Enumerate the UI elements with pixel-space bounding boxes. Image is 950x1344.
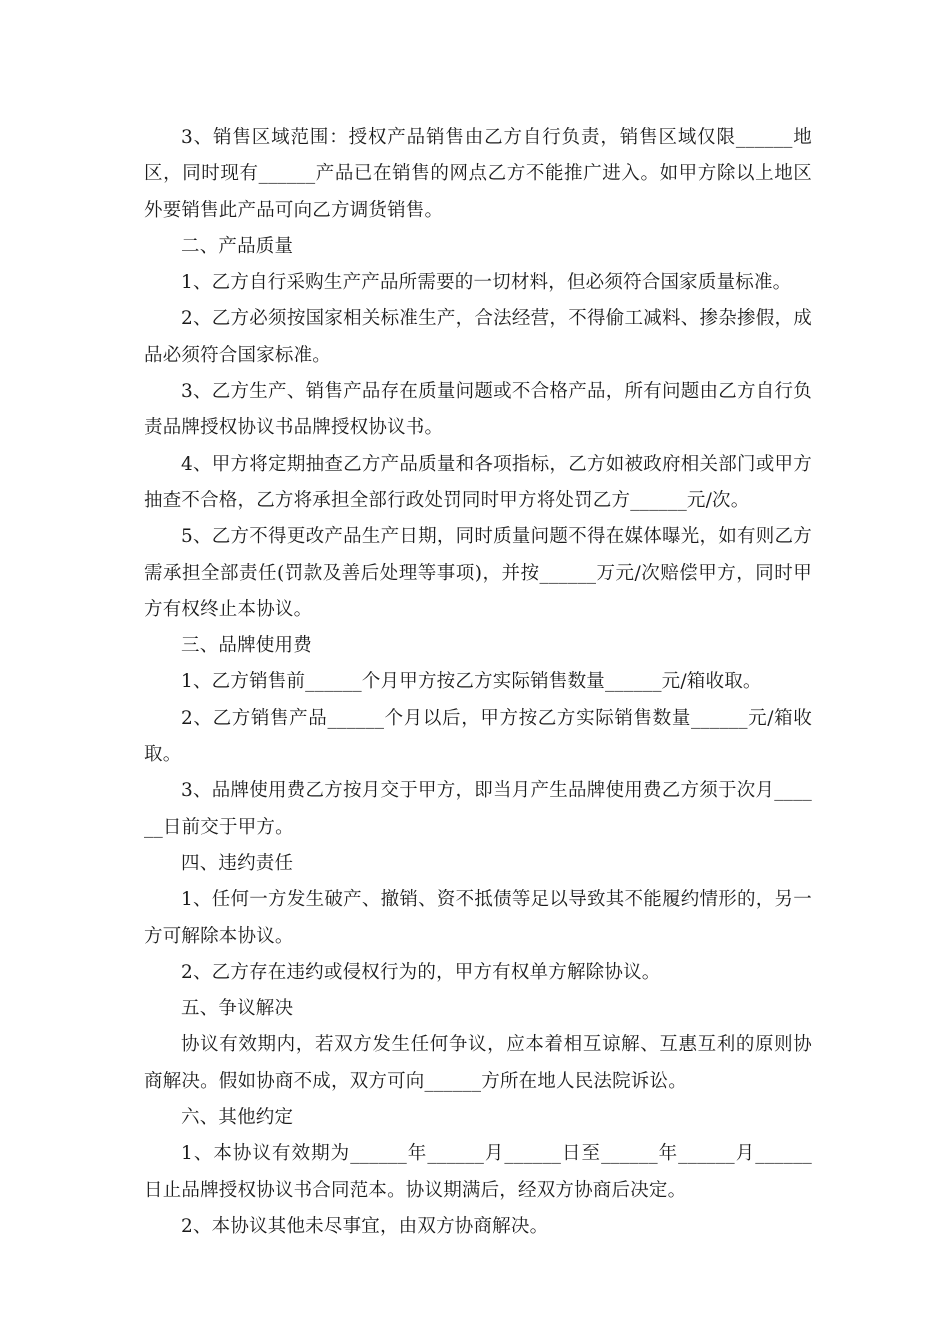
document-body — [144, 120, 812, 1245]
clause-other-matters: 2、本协议其他未尽事宜，由双方协商解决。 — [181, 1215, 549, 1237]
clause-dispute-resolution: 协议有效期内，若双方发生任何争议，应本着相互谅解、互惠互利的原则协商解决。假如协商不成，双方可向______方所在地人民法院诉讼。 — [144, 1034, 812, 1092]
section-heading-dispute: 五、争议解决 — [181, 998, 294, 1020]
clause-bankruptcy: 1、任何一方发生破产、撤销、资不抵债等足以导致其不能履约情形的，另一方可解除本协议。 — [144, 889, 812, 947]
clause-term: 1、本协议有效期为______年______月______日至______年______月______日止品牌授权协议书合同范本。协议期满后，经双方协商后决定。 — [144, 1143, 812, 1201]
section-heading-breach: 四、违约责任 — [181, 852, 294, 874]
section-heading-product-quality: 二、产品质量 — [181, 235, 294, 257]
clause-production-standards: 2、乙方必须按国家相关标准生产，合法经营，不得偷工减料、掺杂掺假，成品必须符合国家标准。 — [144, 308, 812, 366]
clause-materials: 1、乙方自行采购生产产品所需要的一切材料，但必须符合国家质量标准。 — [181, 272, 792, 294]
section-heading-other: 六、其他约定 — [181, 1107, 294, 1129]
section-heading-brand-fee: 三、品牌使用费 — [181, 635, 312, 657]
clause-fee-payment: 3、品牌使用费乙方按月交于甲方，即当月产生品牌使用费乙方须于次月______日前交于甲方。 — [144, 780, 812, 838]
clause-breach-termination: 2、乙方存在违约或侵权行为的，甲方有权单方解除协议。 — [181, 961, 661, 983]
clause-fee-later: 2、乙方销售产品______个月以后，甲方按乙方实际销售数量______元/箱收取。 — [144, 707, 812, 766]
clause-production-date: 5、乙方不得更改产品生产日期，同时质量问题不得在媒体曝光，如有则乙方需承担全部责任(罚款及善后处理等事项)，并按______万元/次赔偿甲方，同时甲方有权终止本协议。 — [144, 526, 812, 620]
clause-quality-responsibility: 3、乙方生产、销售产品存在质量问题或不合格产品，所有问题由乙方自行负责品牌授权协议书品牌授权协议书。 — [144, 381, 812, 439]
clause-sales-region: 3、销售区域范围：授权产品销售由乙方自行负责，销售区域仅限______地区，同时现有______产品已在销售的网点乙方不能推广进入。如甲方除以上地区外要销售此产品可向乙方调货销售。 — [144, 127, 812, 221]
clause-fee-initial: 1、乙方销售前______个月甲方按乙方实际销售数量______元/箱收取。 — [181, 671, 762, 693]
clause-inspection-penalty: 4、甲方将定期抽查乙方产品质量和各项指标，乙方如被政府相关部门或甲方抽查不合格，乙方将承担全部行政处罚同时甲方将处罚乙方______元/次。 — [144, 453, 812, 511]
